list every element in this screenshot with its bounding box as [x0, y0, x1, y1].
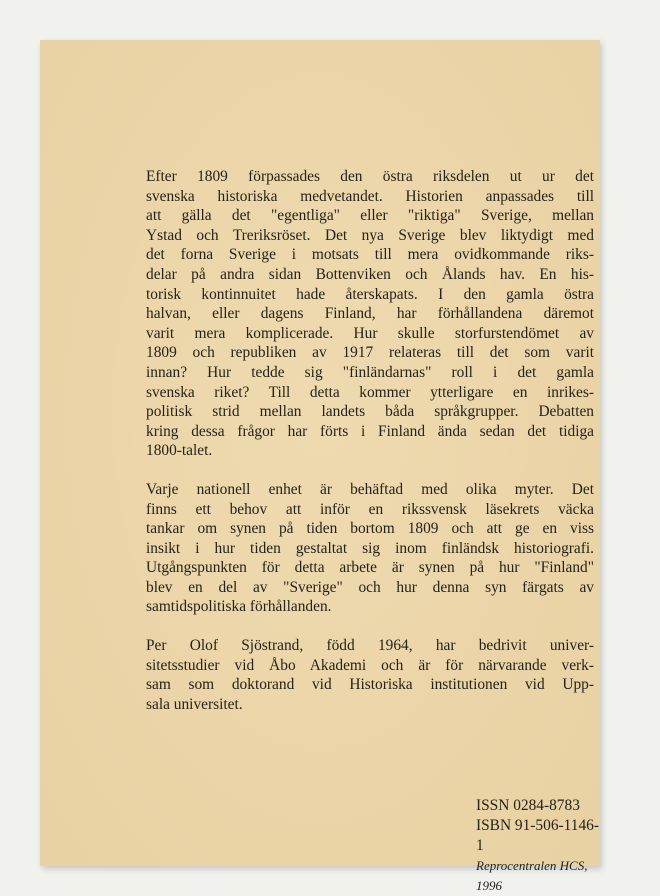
text-line: torisk kontinnuitet hade återskapats. I den gamla östra — [146, 285, 594, 303]
text-line: innan? Hur tedde sig "finländarnas" roll i det gamla — [146, 363, 594, 381]
text-line: halvan, eller dagens Finland, har förhållandena däremot — [146, 305, 594, 323]
bibliographic-info — [476, 796, 600, 896]
text-line: 1809 och republiken av 1917 relateras till det som varit — [146, 344, 594, 362]
text-line: Utgångspunkten för detta arbete är synen på hur "Finland" — [146, 559, 594, 577]
text-line: finns ett behov att inför en rikssvensk läsekrets väcka — [146, 500, 594, 518]
blurb-paragraph-myths — [146, 480, 594, 617]
issn: ISSN 0284-8783 — [476, 797, 580, 814]
blurb-text — [146, 167, 594, 714]
text-line: tankar om synen på tiden bortom 1809 och att ge en viss — [146, 520, 594, 538]
text-line: sala universitet. — [146, 695, 243, 713]
text-line: sam som doktorand vid Historiska institutionen vid Upp- — [146, 676, 594, 694]
text-line: det forna Sverige i motsats till mera ovidkommande riks- — [146, 246, 594, 264]
text-line: blev en del av "Sverige" och hur denna syn färgats av — [146, 578, 594, 596]
text-line: Varje nationell enhet är behäftad med olika myter. Det — [146, 480, 594, 498]
book-back-cover — [40, 40, 600, 893]
isbn: ISBN 91-506-1146-1 — [476, 817, 599, 854]
blurb-paragraph-history — [146, 167, 594, 461]
text-line: svenska historiska medvetandet. Historien anpassades till — [146, 187, 594, 205]
printer-imprint: Reprocentralen HCS, 1996 — [476, 858, 588, 893]
text-line: insikt i hur tiden gestaltat sig inom finländsk historiografi. — [146, 539, 594, 557]
text-line: att gälla det "egentliga" eller "riktiga" Sverige, mellan — [146, 207, 594, 225]
text-line: 1800-talet. — [146, 442, 213, 460]
text-line: politisk strid mellan landets båda språkgrupper. Debatten — [146, 403, 594, 421]
author-bio — [146, 636, 594, 714]
text-line: Efter 1809 förpassades den östra riksdelen ut ur det — [146, 168, 594, 185]
text-line: sitetsstudier vid Åbo Akademi och är för närvarande verk- — [146, 656, 594, 674]
text-line: varit mera komplicerade. Hur skulle storfurstendömet av — [146, 324, 594, 342]
text-line: kring dessa frågor har förts i Finland ända sedan det tidiga — [146, 422, 594, 440]
text-line: Ystad och Treriksröset. Det nya Sverige blev liktydigt med — [146, 226, 594, 244]
text-line: svenska riket? Till detta kommer ytterligare en inrikes- — [146, 383, 594, 401]
text-line: delar på andra sidan Bottenviken och Ålands hav. En his- — [146, 265, 594, 283]
text-line: Per Olof Sjöstrand, född 1964, har bedrivit univer- — [146, 637, 594, 655]
text-line: samtidspolitiska förhållanden. — [146, 598, 332, 616]
